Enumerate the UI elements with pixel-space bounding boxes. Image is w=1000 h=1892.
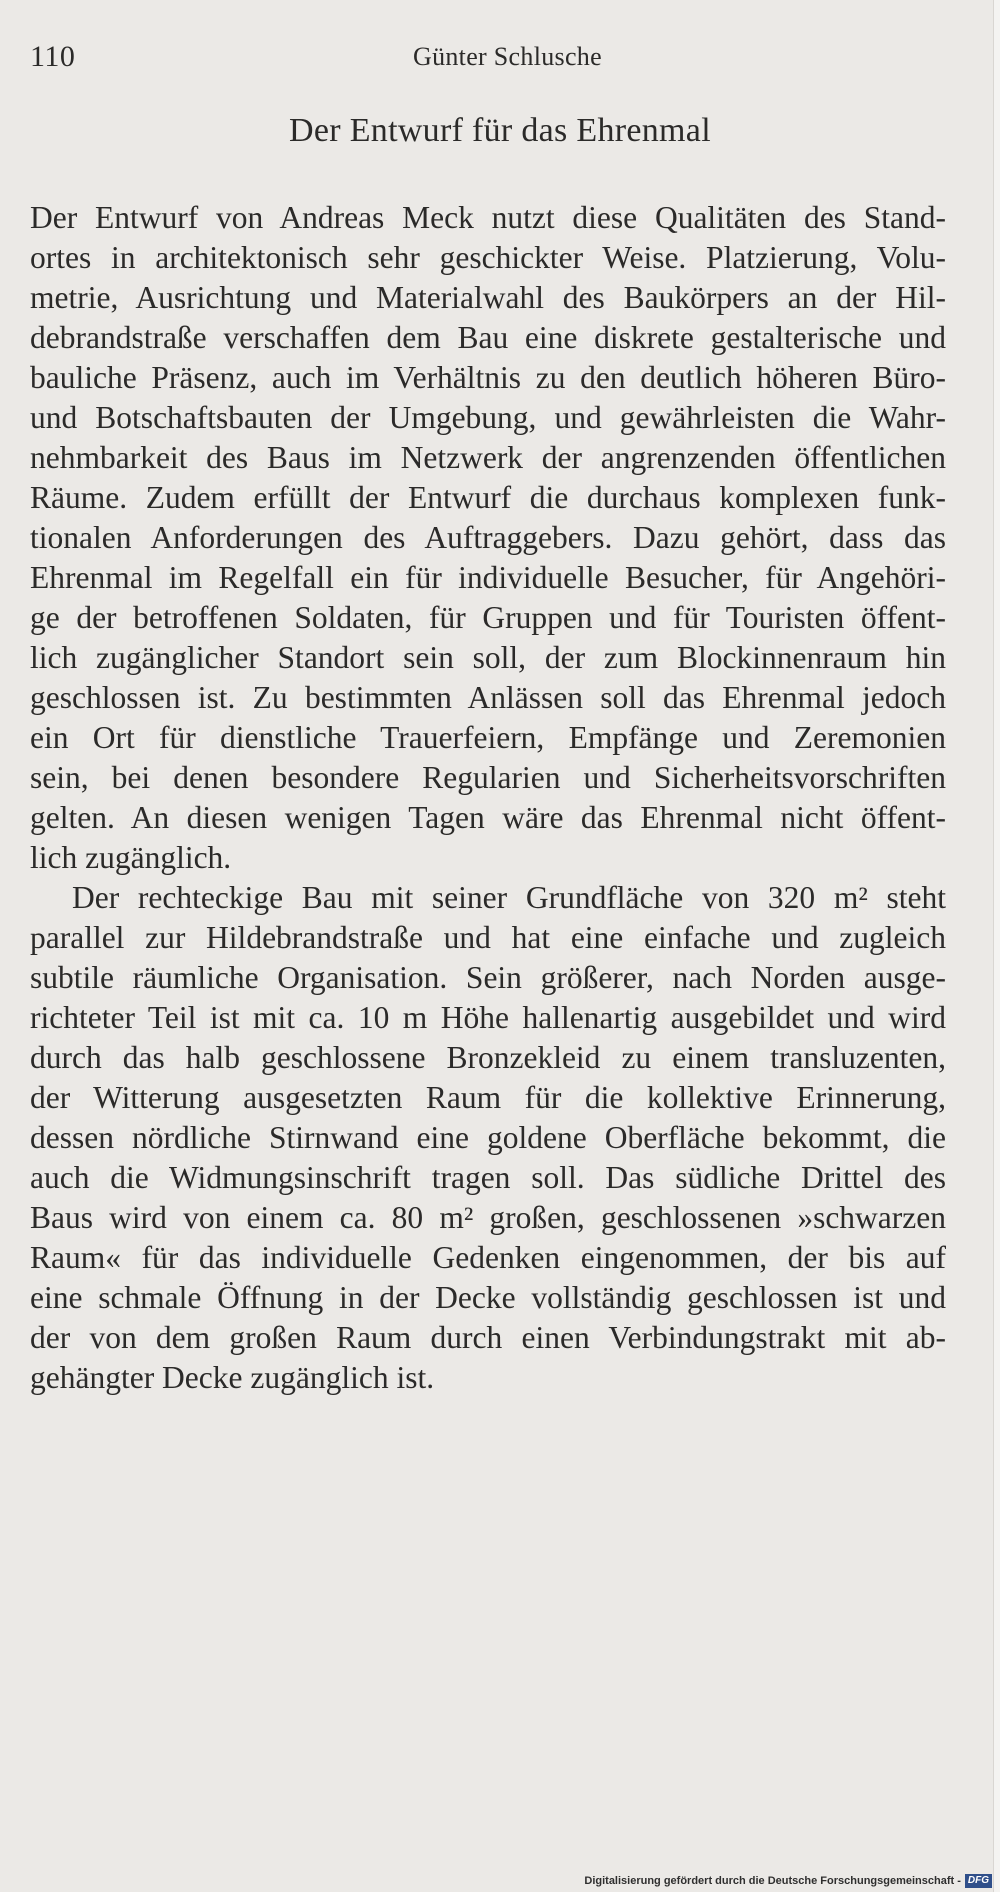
text-line: nehmbarkeit des Baus im Netzwerk der angrenzenden öffentlichen [30,440,946,475]
text-line: auch die Widmungsinschrift tragen soll. Das südliche Drittel des [30,1160,946,1195]
text-line: Der Entwurf von Andreas Meck nutzt diese Qualitäten des Stand- [30,200,946,235]
credit-text: Digitalisierung gefördert durch die Deutsche Forschungsgemeinschaft - [584,1875,961,1887]
text-line: Räume. Zudem erfüllt der Entwurf die durchaus komplexen funk- [30,480,946,515]
text-line: lich zugänglicher Standort sein soll, der zum Blockinnenraum hin [30,640,946,675]
text-line: gehängter Decke zugänglich ist. [30,1360,435,1395]
text-line: parallel zur Hildebrandstraße und hat eine einfache und zugleich [30,920,946,955]
text-line: durch das halb geschlossene Bronzekleid zu einem transluzenten, [30,1040,946,1075]
text-line: bauliche Präsenz, auch im Verhältnis zu den deutlich höheren Büro- [30,360,946,395]
section-title: Der Entwurf für das Ehrenmal [289,112,711,149]
text-line: tionalen Anforderungen des Auftraggebers. Dazu gehört, dass das [30,520,946,555]
text-line: und Botschaftsbauten der Umgebung, und gewährleisten die Wahr- [30,400,946,435]
digitization-credit [584,1874,992,1888]
text-line: eine schmale Öffnung in der Decke vollständig geschlossen ist und [30,1280,946,1315]
text-line: debrandstraße verschaffen dem Bau eine diskrete gestalterische und [30,320,946,355]
text-line: lich zugänglich. [30,840,232,875]
page-edge [993,0,1000,1892]
text-line: Der rechteckige Bau mit seiner Grundfläche von 320 m² steht [72,880,946,915]
paragraph-1 [30,198,946,878]
running-head: Günter Schlusche [413,42,602,71]
text-line: ortes in architektonisch sehr geschickter Weise. Platzierung, Volu- [30,240,946,275]
text-line: ge der betroffenen Soldaten, für Gruppen und für Touristen öffent- [30,600,946,635]
text-line: der Witterung ausgesetzten Raum für die kollektive Erinnerung, [30,1080,946,1115]
text-line: gelten. An diesen wenigen Tagen wäre das Ehrenmal nicht öffent- [30,800,946,835]
paragraph-2 [30,878,946,1398]
text-line: sein, bei denen besondere Regularien und Sicherheitsvorschriften [30,760,946,795]
dfg-logo: DFG [965,1874,992,1888]
text-line: metrie, Ausrichtung und Materialwahl des Baukörpers an der Hil- [30,280,946,315]
text-line: der von dem großen Raum durch einen Verbindungstrakt mit ab- [30,1320,946,1355]
text-line: Baus wird von einem ca. 80 m² großen, geschlossenen »schwarzen [30,1200,946,1235]
text-line: subtile räumliche Organisation. Sein größerer, nach Norden ausge- [30,960,946,995]
text-line: dessen nördliche Stirnwand eine goldene Oberfläche bekommt, die [30,1120,946,1155]
text-line: Raum« für das individuelle Gedenken eingenommen, der bis auf [30,1240,946,1275]
page-header [30,40,950,80]
text-line: geschlossen ist. Zu bestimmten Anlässen soll das Ehrenmal jedoch [30,680,946,715]
page-number: 110 [30,40,76,73]
body-text [30,198,946,1398]
text-line: Ehrenmal im Regelfall ein für individuelle Besucher, für Angehöri- [30,560,946,595]
text-line: ein Ort für dienstliche Trauerfeiern, Empfänge und Zeremonien [30,720,946,755]
text-line: richteter Teil ist mit ca. 10 m Höhe hallenartig ausgebildet und wird [30,1000,946,1035]
